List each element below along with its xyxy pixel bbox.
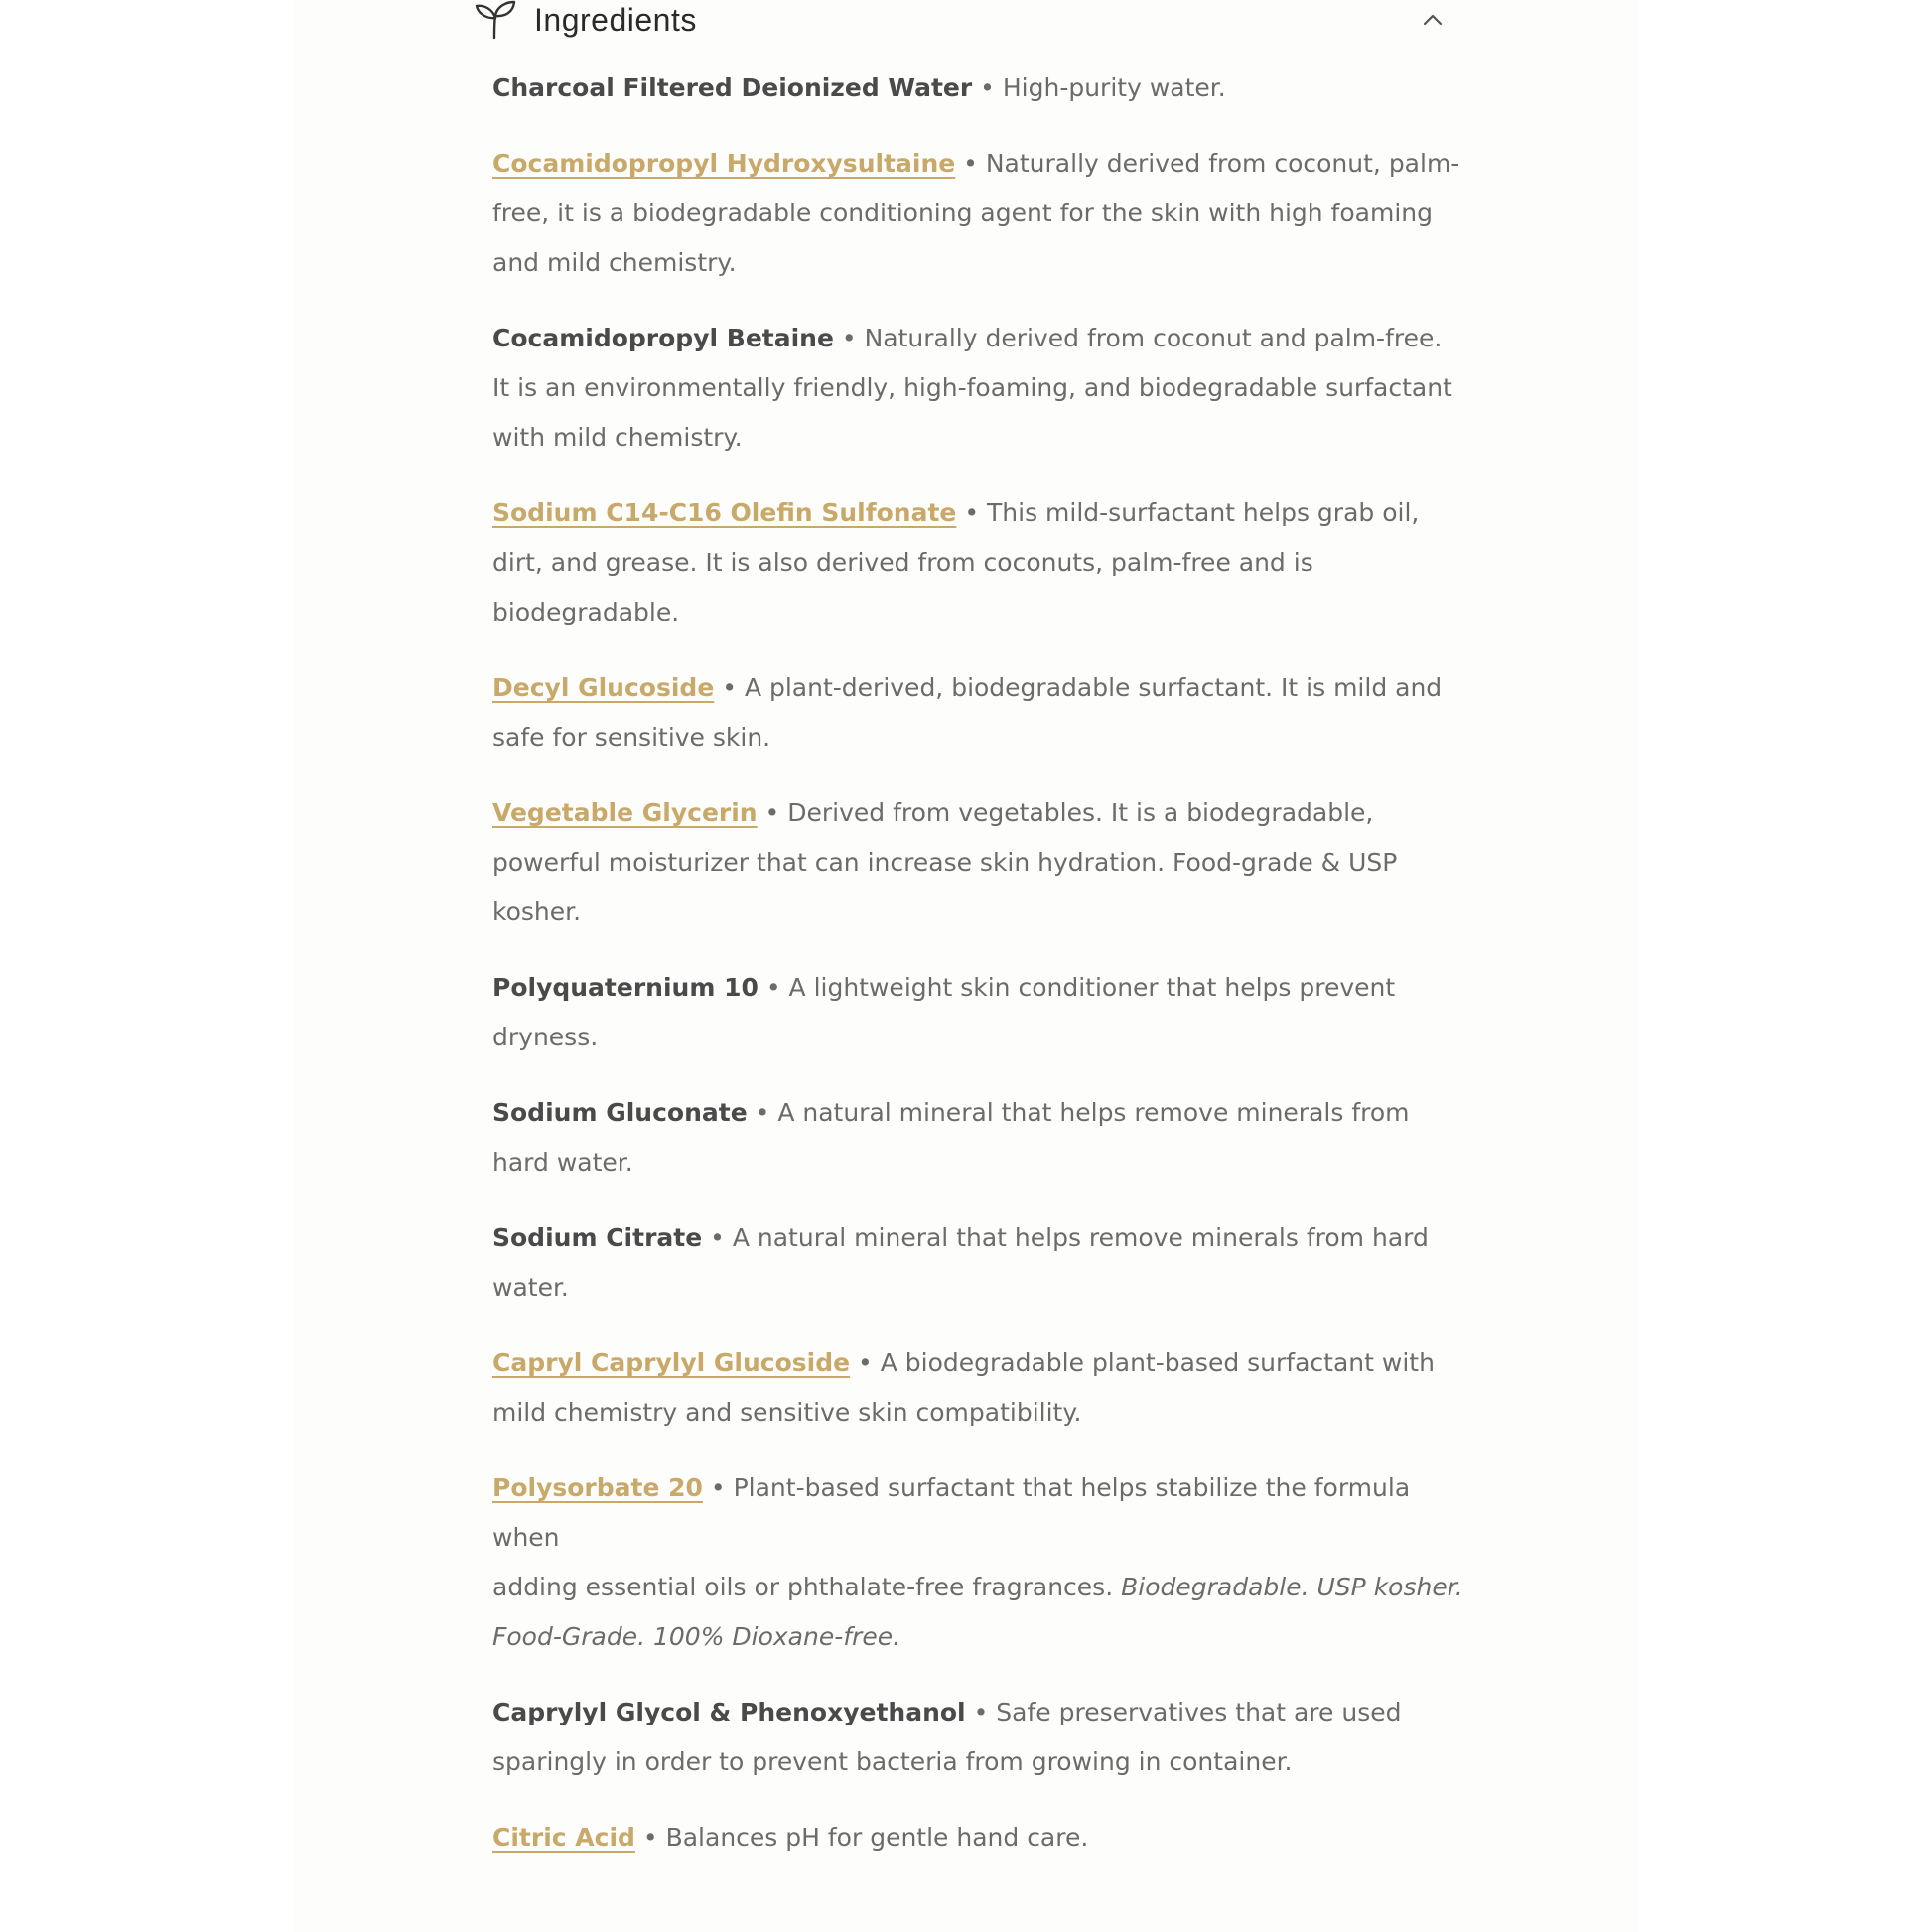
ingredient-description: Safe preservatives that are used sparingly in order to prevent bacteria from growing in container. [492,1698,1402,1776]
ingredient-link[interactable]: Vegetable Glycerin [492,798,758,827]
accordion-title: Ingredients [534,1,697,38]
ingredient-item [492,1813,1465,1863]
separator-dot: • [765,973,781,1002]
separator-dot: • [980,73,995,102]
ingredient-name: Cocamidopropyl Betaine [492,324,834,352]
separator-dot: • [710,1473,726,1502]
ingredient-description: Naturally derived from coconut, palm-free, it is a biodegradable conditioning agent for the skin with high foaming and mild chemistry. [492,149,1460,277]
separator-dot: • [973,1698,989,1726]
ingredient-description: Naturally derived from coconut and palm-free. It is an environmentally friendly, high-foaming, and biodegradable surfactant with mild chemistry. [492,324,1452,452]
ingredient-item [492,663,1465,762]
separator-dot: • [841,324,857,352]
ingredient-name: Sodium Citrate [492,1223,703,1252]
ingredient-item [492,488,1465,637]
ingredient-description: A plant-derived, biodegradable surfactant. It is mild and safe for sensitive skin. [492,673,1443,752]
ingredient-item [492,1463,1465,1662]
ingredient-description: High-purity water. [1002,73,1226,102]
ingredient-description: A natural mineral that helps remove minerals from hard water. [492,1223,1429,1302]
separator-dot: • [964,498,980,527]
ingredient-description-italic: Biodegradable. USP kosher. [1121,1573,1463,1601]
ingredient-link[interactable]: Sodium C14-C16 Olefin Sulfonate [492,498,957,527]
ingredient-name: Caprylyl Glycol & Phenoxyethanol [492,1698,966,1726]
ingredient-link[interactable]: Citric Acid [492,1823,635,1852]
ingredient-item [492,1338,1465,1438]
separator-dot: • [764,798,780,827]
separator-dot: • [710,1223,725,1252]
ingredient-description: Balances pH for gentle hand care. [665,1823,1089,1852]
ingredient-item [492,139,1465,288]
separator-dot: • [755,1098,770,1127]
ingredient-link[interactable]: Decyl Glucoside [492,673,715,702]
ingredient-description: This mild-surfactant helps grab oil, dirt, and grease. It is also derived from coconuts, palm-free and is biodegradable. [492,498,1420,626]
separator-dot: • [642,1823,658,1852]
ingredient-description: A natural mineral that helps remove minerals from hard water. [492,1098,1410,1176]
ingredient-name: Sodium Gluconate [492,1098,748,1127]
ingredients-accordion-header[interactable] [475,0,1448,40]
ingredient-item [492,314,1465,463]
ingredients-list [492,64,1465,1888]
ingredient-description: A biodegradable plant-based surfactant with mild chemistry and sensitive skin compatibility. [492,1348,1435,1427]
separator-dot: • [963,149,978,178]
ingredient-link[interactable]: Polysorbate 20 [492,1473,703,1502]
separator-dot: • [858,1348,873,1377]
ingredient-item [492,1088,1465,1187]
ingredient-item [492,1213,1465,1312]
ingredient-item [492,788,1465,937]
ingredient-description-italic: Food-Grade. 100% Dioxane-free. [492,1622,901,1651]
leaf-sprout-icon [475,0,516,40]
chevron-up-icon[interactable] [1421,12,1445,28]
ingredient-item [492,1688,1465,1787]
ingredient-description: adding essential oils or phthalate-free fragrances. [492,1573,1114,1601]
ingredient-item [492,963,1465,1062]
ingredient-link[interactable]: Cocamidopropyl Hydroxysultaine [492,149,956,178]
ingredient-link[interactable]: Capryl Caprylyl Glucoside [492,1348,851,1377]
ingredient-description: Plant-based surfactant that helps stabilize the formula when [492,1473,1411,1552]
ingredient-name: Charcoal Filtered Deionized Water [492,73,973,102]
ingredient-description: Derived from vegetables. It is a biodegradable, powerful moisturizer that can increase skin hydration. Food-grade & USP kosher. [492,798,1398,926]
ingredient-description: A lightweight skin conditioner that helps prevent dryness. [492,973,1396,1051]
ingredient-name: Polyquaternium 10 [492,973,759,1002]
ingredient-item [492,64,1465,113]
separator-dot: • [722,673,737,702]
